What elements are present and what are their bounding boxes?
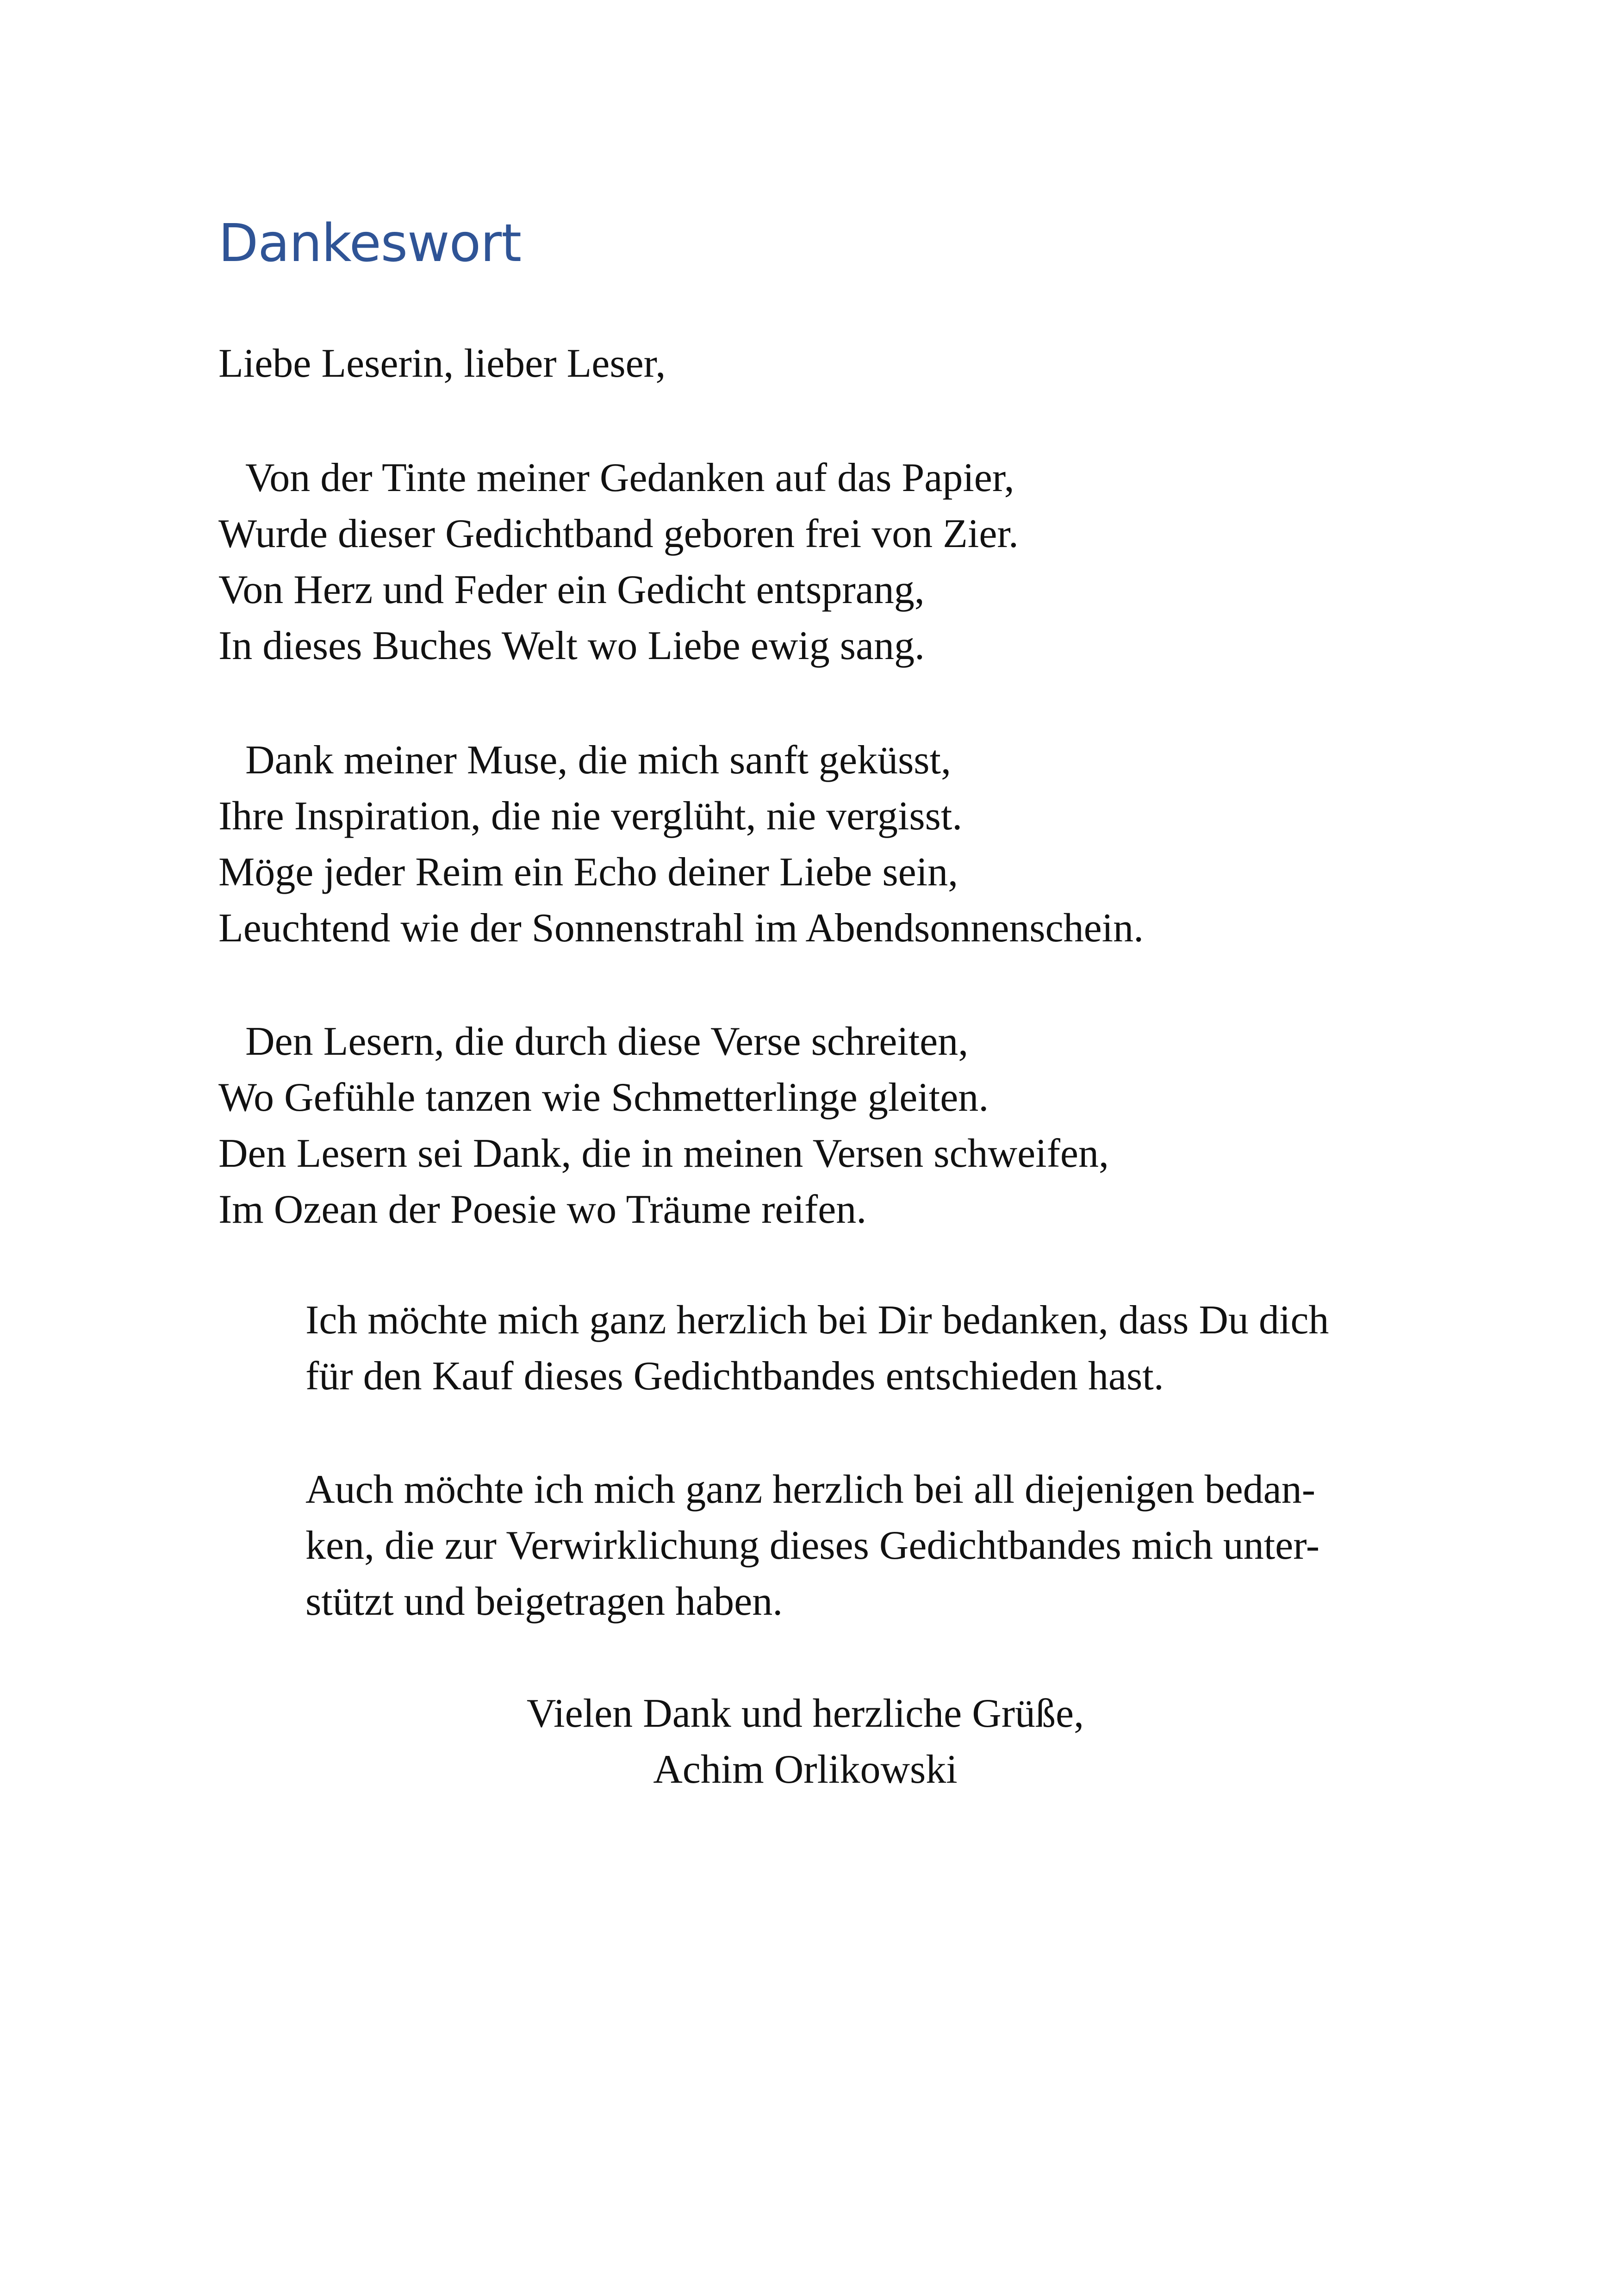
paragraph-line: Auch möchte ich mich ganz herzlich bei all diejenigen bedan-	[305, 1467, 1315, 1512]
poem-line: In dieses Buches Welt wo Liebe ewig sang.	[218, 623, 925, 668]
poem-line: Im Ozean der Poesie wo Träume reifen.	[218, 1187, 867, 1232]
poem-line: Möge jeder Reim ein Echo deiner Liebe sein,	[218, 850, 958, 895]
author-name: Achim Orlikowski	[653, 1747, 958, 1792]
closing-greeting: Vielen Dank und herzliche Grüße,	[526, 1691, 1084, 1736]
closing-signature	[305, 1686, 1305, 1798]
poem-line: Von Herz und Feder ein Gedicht entsprang,	[218, 567, 925, 612]
thanks-paragraph-supporters	[305, 1462, 1370, 1630]
poem-line: Dank meiner Muse, die mich sanft geküsst,	[245, 738, 952, 783]
poem-line: Wurde dieser Gedichtband geboren frei von Zier.	[218, 511, 1019, 556]
poem-line: Wo Gefühle tanzen wie Schmetterlinge gleiten.	[218, 1075, 989, 1120]
poem-stanza-1	[218, 450, 1019, 674]
paragraph-line: stützt und beigetragen haben.	[305, 1579, 783, 1624]
paragraph-line: Ich möchte mich ganz herzlich bei Dir bedanken, dass Du dich	[305, 1298, 1329, 1343]
salutation: Liebe Leserin, lieber Leser,	[218, 341, 666, 386]
paragraph-line: für den Kauf dieses Gedichtbandes entschieden hast.	[305, 1354, 1164, 1399]
poem-line: Von der Tinte meiner Gedanken auf das Papier,	[245, 455, 1014, 500]
poem-line: Leuchtend wie der Sonnenstrahl im Abendsonnenschein.	[218, 906, 1144, 951]
poem-stanza-2	[218, 732, 1144, 956]
page-title: Dankeswort	[218, 213, 522, 274]
poem-line: Den Lesern, die durch diese Verse schreiten,	[245, 1019, 969, 1064]
poem-line: Ihre Inspiration, die nie verglüht, nie vergisst.	[218, 794, 963, 839]
poem-stanza-3	[218, 1014, 1109, 1238]
paragraph-line: ken, die zur Verwirklichung dieses Gedichtbandes mich unter-	[305, 1523, 1320, 1568]
poem-line: Den Lesern sei Dank, die in meinen Versen schweifen,	[218, 1131, 1109, 1176]
thanks-paragraph-purchase	[305, 1292, 1370, 1404]
